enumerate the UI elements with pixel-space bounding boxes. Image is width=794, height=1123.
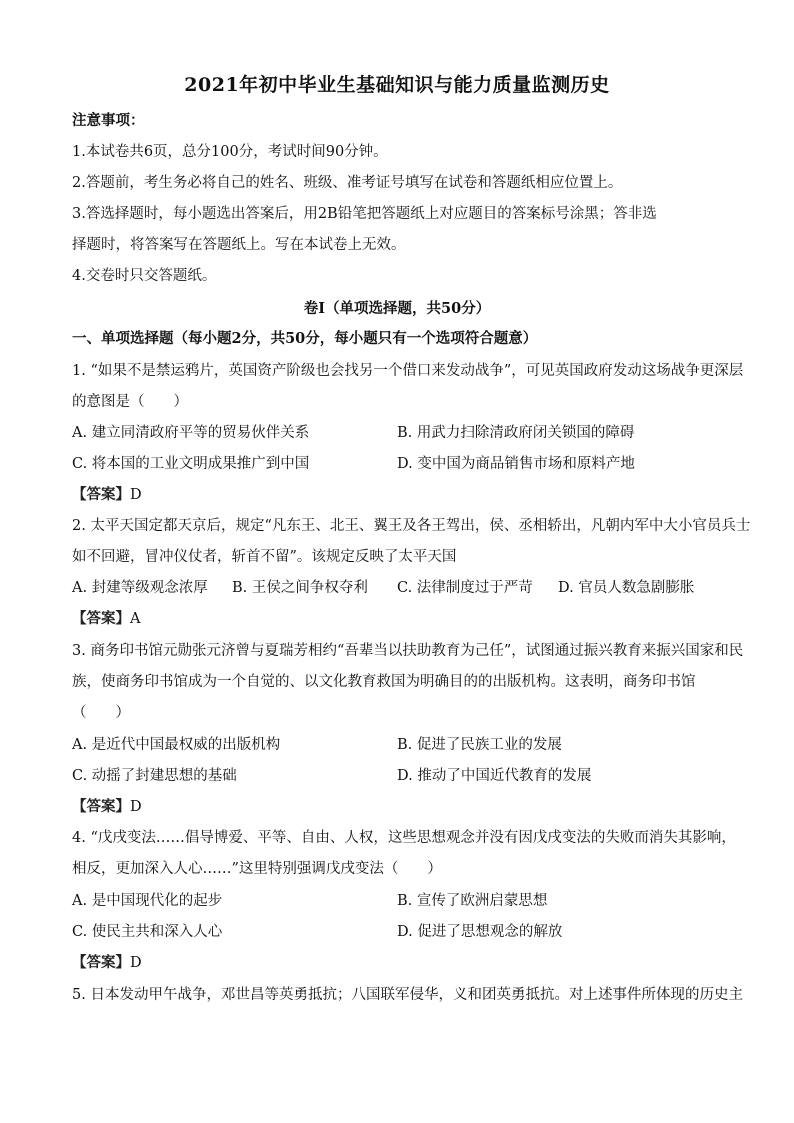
option-c: C. 使民主共和深入人心	[72, 924, 223, 940]
option-d: D. 促进了思想观念的解放	[397, 924, 563, 940]
answer-line	[72, 607, 724, 628]
question-text: 4. “戊戌变法……倡导博爱、平等、自由、人权，这些思想观念并没有因戊戌变法的失败而消失其影响，	[72, 830, 736, 846]
answer-label: 【答案】	[72, 610, 130, 627]
question-text: 如不回避，冒冲仪仗者，斩首不留”。该规定反映了太平天国	[72, 549, 457, 565]
option-c: C. 法律制度过于严苛	[397, 580, 533, 596]
answer-label: 【答案】	[72, 486, 130, 503]
page-title: 2021年初中毕业生基础知识与能力质量监测历史	[184, 74, 610, 96]
option-d: D. 推动了中国近代教育的发展	[397, 768, 592, 784]
notice-heading: 注意事项：	[72, 112, 145, 129]
section-heading: 一、单项选择题（每小题2分，共50分，每小题只有一个选项符合题意）	[72, 330, 538, 347]
answer-value: D	[130, 487, 142, 503]
answer-label: 【答案】	[72, 798, 130, 815]
option-b: B. 用武力扫除清政府闭关锁国的障碍	[397, 425, 635, 441]
option-b: B. 王侯之间争权夺利	[232, 580, 368, 596]
question-text: 的意图是（ ）	[72, 394, 188, 410]
answer-line	[72, 795, 724, 816]
notice-item: 3.答选择题时，每小题选出答案后，用2B铅笔把答题纸上对应题目的答案标号涂黑；答非选	[72, 206, 657, 222]
question-text: （ ）	[72, 705, 130, 721]
option-a: A. 封建等级观念浓厚	[72, 580, 208, 596]
option-a: A. 建立同清政府平等的贸易伙伴关系	[72, 425, 310, 441]
option-a: A. 是近代中国最权威的出版机构	[72, 737, 281, 753]
answer-line	[72, 951, 724, 972]
option-b: B. 促进了民族工业的发展	[397, 737, 562, 753]
option-d: D. 官员人数急剧膨胀	[558, 580, 695, 596]
option-d: D. 变中国为商品销售市场和原料产地	[397, 456, 635, 472]
option-c: C. 将本国的工业文明成果推广到中国	[72, 456, 310, 472]
answer-value: A	[130, 611, 141, 627]
answer-value: D	[130, 799, 142, 815]
question-text: 3. 商务印书馆元勋张元济曾与夏瑞芳相约“吾辈当以扶助教育为己任”，试图通过振兴教育来振兴国家和民	[72, 643, 744, 659]
question-text: 2. 太平天国定都天京后，规定“凡东王、北王、翼王及各王驾出，侯、丞相轿出，凡朝内军中大小官员兵士	[72, 518, 751, 534]
answer-value: D	[130, 955, 142, 971]
question-text: 族，使商务印书馆成为一个自觉的、以文化教育救国为明确目的的出版机构。这表明，商务印书馆	[72, 674, 696, 690]
notice-item: 1.本试卷共6页，总分100分，考试时间90分钟。	[72, 144, 388, 160]
notice-item: 4.交卷时只交答题纸。	[72, 268, 217, 284]
answer-line	[72, 483, 724, 504]
question-text: 1. “如果不是禁运鸦片，英国资产阶级也会找另一个借口来发动战争”，可见英国政府发动这场战争更深层	[72, 363, 744, 379]
notice-item: 2.答题前，考生务必将自己的姓名、班级、准考证号填写在试卷和答题纸相应位置上。	[72, 175, 623, 191]
notice-item: 择题时，将答案写在答题纸上。写在本试卷上无效。	[72, 237, 406, 253]
question-text: 相反，更加深入人心……”这里特别强调戊戌变法（ ）	[72, 861, 442, 877]
volume-heading: 卷Ⅰ（单项选择题，共50分）	[303, 300, 491, 317]
question-text: 5. 日本发动甲午战争，邓世昌等英勇抵抗；八国联军侵华，义和团英勇抵抗。对上述事件所体现的历史主	[72, 987, 743, 1003]
option-b: B. 宣传了欧洲启蒙思想	[397, 893, 548, 909]
option-c: C. 动摇了封建思想的基础	[72, 768, 237, 784]
answer-label: 【答案】	[72, 954, 130, 971]
option-a: A. 是中国现代化的起步	[72, 893, 223, 909]
